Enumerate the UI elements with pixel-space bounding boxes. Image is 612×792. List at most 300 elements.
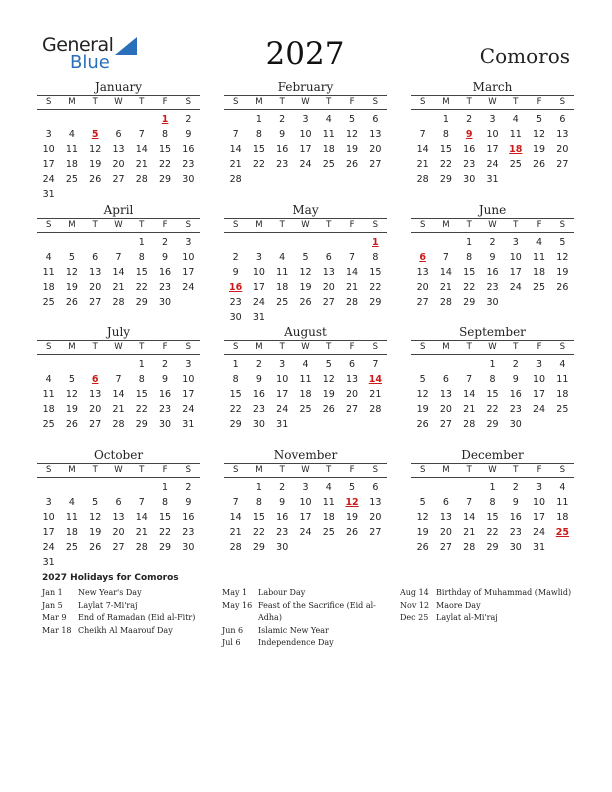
day-cell: 25: [509, 159, 522, 170]
day-cell: 7: [138, 497, 145, 508]
day-cell: 1: [255, 114, 262, 125]
weekday-label: T: [279, 97, 285, 107]
day-cell: 29: [486, 542, 499, 553]
day-cell: 20: [322, 282, 335, 293]
day-cell: 2: [162, 359, 169, 370]
day-cell: 7: [115, 252, 122, 263]
day-cell: 9: [185, 129, 192, 140]
weekday-label: W: [301, 97, 310, 107]
empty-cell: [271, 235, 294, 250]
day-cell: 25: [322, 159, 335, 170]
day-cell: 17: [42, 527, 55, 538]
day-cell: 28: [369, 404, 382, 415]
empty-cell: [37, 357, 60, 372]
holiday-day-cell: 12: [345, 497, 359, 508]
day-cell: 28: [112, 297, 125, 308]
day-cell: 24: [486, 159, 499, 170]
weekday-label: F: [536, 465, 542, 475]
empty-cell: [411, 480, 434, 495]
weekday-label: T: [139, 220, 145, 230]
weekday-header-row: [224, 218, 387, 233]
day-cell: 25: [65, 174, 78, 185]
day-cell: 27: [369, 159, 382, 170]
day-cell: 2: [279, 482, 286, 493]
day-cell: 10: [486, 129, 499, 140]
holiday-date: Jan 1: [42, 588, 63, 597]
day-cell: 22: [486, 527, 499, 538]
day-cell: 24: [182, 282, 195, 293]
day-cell: 9: [512, 374, 519, 385]
weekday-label: W: [488, 97, 497, 107]
day-cell: 6: [115, 497, 122, 508]
day-cell: 25: [276, 297, 289, 308]
day-cell: 19: [322, 389, 335, 400]
weekday-label: F: [349, 465, 355, 475]
weekday-label: T: [326, 220, 332, 230]
day-cell: 14: [112, 389, 125, 400]
holiday-entry: [222, 637, 382, 650]
day-cell: 10: [182, 252, 195, 263]
weekday-label: F: [349, 220, 355, 230]
empty-cell: [84, 480, 107, 495]
weekday-label: W: [488, 342, 497, 352]
day-cell: 17: [42, 159, 55, 170]
day-cell: 2: [162, 237, 169, 248]
day-cell: 18: [65, 527, 78, 538]
day-cell: 8: [162, 129, 169, 140]
holiday-date: Jan 5: [42, 600, 63, 610]
day-cell: 26: [89, 174, 102, 185]
day-cell: 11: [65, 144, 78, 155]
day-cell: 25: [299, 404, 312, 415]
day-cell: 11: [65, 512, 78, 523]
day-cell: 12: [65, 267, 78, 278]
day-cell: 2: [512, 359, 519, 370]
logo-general-text: General: [42, 34, 114, 56]
day-cell: 3: [302, 482, 309, 493]
weekday-header-row: [224, 340, 387, 355]
weekday-label: F: [162, 465, 168, 475]
weekday-header-row: [411, 340, 574, 355]
day-cell: 16: [159, 389, 172, 400]
day-cell: 20: [89, 282, 102, 293]
day-cell: 12: [299, 267, 312, 278]
holiday-name: Laylat 7-Mi'raj: [78, 600, 138, 610]
day-cell: 23: [159, 282, 172, 293]
day-cell: 13: [322, 267, 335, 278]
empty-cell: [130, 480, 153, 495]
day-cell: 17: [509, 267, 522, 278]
weekday-label: S: [419, 97, 426, 107]
day-cell: 13: [416, 267, 429, 278]
day-cell: 26: [416, 542, 429, 553]
day-cell: 16: [509, 512, 522, 523]
weekday-label: T: [279, 220, 285, 230]
day-cell: 8: [372, 252, 379, 263]
day-cell: 24: [509, 282, 522, 293]
weekday-header-row: [37, 340, 200, 355]
day-cell: 26: [346, 527, 359, 538]
day-cell: 31: [486, 174, 499, 185]
day-cell: 21: [229, 159, 242, 170]
empty-cell: [458, 357, 481, 372]
day-cell: 17: [182, 389, 195, 400]
day-cell: 5: [349, 482, 356, 493]
day-grid: [411, 235, 574, 310]
holidays-title: 2027 Holidays for Comoros: [42, 573, 179, 583]
day-cell: 30: [509, 419, 522, 430]
day-cell: 2: [185, 114, 192, 125]
day-cell: 31: [533, 542, 546, 553]
weekday-label: M: [68, 97, 76, 107]
day-cell: 12: [89, 512, 102, 523]
empty-cell: [224, 112, 247, 127]
day-cell: 10: [509, 252, 522, 263]
day-cell: 7: [466, 497, 473, 508]
day-cell: 8: [466, 252, 473, 263]
holiday-name: Maore Day: [436, 600, 481, 610]
weekday-label: T: [326, 342, 332, 352]
day-cell: 27: [369, 527, 382, 538]
empty-cell: [340, 235, 363, 250]
day-cell: 10: [42, 512, 55, 523]
day-cell: 1: [442, 114, 449, 125]
empty-cell: [434, 480, 457, 495]
day-cell: 6: [325, 252, 332, 263]
day-cell: 5: [419, 374, 426, 385]
day-cell: 2: [466, 114, 473, 125]
day-cell: 8: [138, 374, 145, 385]
day-cell: 18: [556, 512, 569, 523]
holiday-name: Islamic New Year: [258, 625, 329, 635]
weekday-label: W: [301, 465, 310, 475]
weekday-label: S: [559, 220, 566, 230]
day-cell: 29: [252, 542, 265, 553]
day-cell: 5: [349, 114, 356, 125]
day-cell: 3: [489, 114, 496, 125]
day-cell: 1: [138, 237, 145, 248]
country-name: Comoros: [479, 44, 570, 68]
day-cell: 27: [322, 297, 335, 308]
day-cell: 6: [92, 252, 99, 263]
day-cell: 15: [159, 512, 172, 523]
day-cell: 28: [416, 174, 429, 185]
day-cell: 6: [372, 482, 379, 493]
day-cell: 10: [252, 267, 265, 278]
page-title-year: 2027: [265, 36, 345, 72]
day-cell: 21: [439, 282, 452, 293]
weekday-label: T: [279, 342, 285, 352]
day-cell: 23: [509, 527, 522, 538]
day-cell: 28: [229, 542, 242, 553]
weekday-label: T: [513, 342, 519, 352]
day-cell: 28: [135, 542, 148, 553]
holiday-day-cell: 6: [91, 374, 99, 385]
day-cell: 2: [185, 482, 192, 493]
day-cell: 23: [276, 159, 289, 170]
day-cell: 21: [112, 404, 125, 415]
day-cell: 13: [89, 389, 102, 400]
day-cell: 27: [416, 297, 429, 308]
day-cell: 17: [252, 282, 265, 293]
day-cell: 23: [229, 297, 242, 308]
day-cell: 5: [559, 237, 566, 248]
holiday-day-cell: 25: [555, 527, 569, 538]
holiday-day-cell: 1: [161, 114, 169, 125]
day-cell: 30: [252, 419, 265, 430]
holiday-day-cell: 14: [368, 374, 382, 385]
day-cell: 16: [252, 389, 265, 400]
day-cell: 8: [489, 497, 496, 508]
holiday-entry: [400, 600, 575, 613]
day-cell: 23: [509, 404, 522, 415]
holiday-day-cell: 16: [229, 282, 243, 293]
month-name: September: [459, 325, 526, 339]
holiday-column: [222, 587, 382, 650]
day-cell: 10: [299, 129, 312, 140]
day-cell: 29: [159, 174, 172, 185]
weekday-header-row: [411, 218, 574, 233]
month-name: October: [93, 448, 144, 462]
day-cell: 11: [322, 497, 335, 508]
day-cell: 20: [369, 144, 382, 155]
day-cell: 21: [112, 282, 125, 293]
weekday-header-row: [411, 95, 574, 110]
day-cell: 3: [255, 252, 262, 263]
day-cell: 6: [559, 114, 566, 125]
day-cell: 9: [232, 267, 239, 278]
empty-cell: [224, 480, 247, 495]
day-cell: 9: [512, 497, 519, 508]
day-cell: 5: [302, 252, 309, 263]
weekday-label: S: [372, 465, 379, 475]
day-cell: 21: [463, 527, 476, 538]
day-cell: 25: [533, 282, 546, 293]
day-cell: 15: [252, 144, 265, 155]
weekday-label: T: [466, 342, 472, 352]
month-name: February: [277, 80, 334, 94]
day-cell: 4: [302, 359, 309, 370]
day-cell: 31: [182, 419, 195, 430]
holiday-entry: [42, 587, 202, 600]
empty-cell: [434, 357, 457, 372]
weekday-label: M: [442, 220, 450, 230]
day-cell: 22: [135, 404, 148, 415]
day-cell: 24: [252, 297, 265, 308]
day-cell: 19: [416, 404, 429, 415]
weekday-label: S: [185, 220, 192, 230]
empty-cell: [458, 480, 481, 495]
day-cell: 11: [276, 267, 289, 278]
weekday-label: W: [301, 220, 310, 230]
day-cell: 22: [135, 282, 148, 293]
day-cell: 25: [65, 542, 78, 553]
day-cell: 23: [182, 527, 195, 538]
weekday-label: S: [419, 342, 426, 352]
day-cell: 12: [346, 129, 359, 140]
weekday-header-row: [411, 463, 574, 478]
day-cell: 4: [325, 114, 332, 125]
holiday-name: Birthday of Muhammad (Mawlid): [436, 588, 572, 597]
day-cell: 12: [416, 512, 429, 523]
day-cell: 10: [182, 374, 195, 385]
day-cell: 7: [115, 374, 122, 385]
day-cell: 3: [185, 237, 192, 248]
weekday-label: T: [139, 465, 145, 475]
empty-cell: [411, 112, 434, 127]
day-cell: 31: [276, 419, 289, 430]
day-cell: 11: [299, 374, 312, 385]
day-cell: 14: [112, 267, 125, 278]
weekday-label: T: [326, 465, 332, 475]
day-cell: 23: [182, 159, 195, 170]
day-cell: 1: [162, 482, 169, 493]
day-cell: 13: [346, 374, 359, 385]
day-cell: 27: [89, 419, 102, 430]
weekday-label: S: [419, 220, 426, 230]
day-cell: 2: [232, 252, 239, 263]
day-cell: 1: [466, 237, 473, 248]
holiday-entry: [400, 612, 575, 625]
weekday-header-row: [37, 463, 200, 478]
day-cell: 24: [533, 527, 546, 538]
weekday-label: S: [45, 97, 52, 107]
holiday-date: Nov 12: [400, 600, 430, 610]
day-cell: 11: [322, 129, 335, 140]
day-cell: 15: [486, 512, 499, 523]
weekday-label: S: [185, 342, 192, 352]
day-cell: 20: [369, 512, 382, 523]
day-cell: 28: [463, 419, 476, 430]
day-cell: 27: [556, 159, 569, 170]
day-cell: 19: [533, 144, 546, 155]
day-cell: 24: [42, 174, 55, 185]
month-name: December: [461, 448, 524, 462]
day-cell: 15: [369, 267, 382, 278]
day-cell: 31: [42, 189, 55, 200]
month-november: [224, 447, 387, 555]
day-cell: 26: [65, 297, 78, 308]
empty-cell: [107, 112, 130, 127]
day-cell: 22: [439, 159, 452, 170]
day-cell: 5: [92, 497, 99, 508]
month-february: [224, 79, 387, 187]
empty-cell: [224, 235, 247, 250]
day-cell: 22: [463, 282, 476, 293]
weekday-label: F: [536, 220, 542, 230]
day-cell: 26: [322, 404, 335, 415]
day-cell: 19: [65, 404, 78, 415]
weekday-label: W: [114, 465, 123, 475]
day-cell: 12: [65, 389, 78, 400]
day-cell: 3: [45, 129, 52, 140]
day-cell: 17: [533, 512, 546, 523]
month-january: [37, 79, 200, 202]
day-cell: 1: [255, 482, 262, 493]
month-may: [224, 202, 387, 325]
holiday-name: Laylat al-Mi'raj: [436, 613, 498, 622]
day-cell: 25: [42, 419, 55, 430]
day-cell: 29: [135, 419, 148, 430]
holiday-date: May 16: [222, 600, 253, 610]
day-cell: 16: [463, 144, 476, 155]
weekday-label: W: [114, 342, 123, 352]
month-name: June: [478, 203, 507, 217]
day-cell: 1: [489, 359, 496, 370]
day-cell: 27: [439, 419, 452, 430]
weekday-label: S: [372, 220, 379, 230]
day-cell: 24: [182, 404, 195, 415]
day-cell: 5: [325, 359, 332, 370]
day-cell: 9: [162, 374, 169, 385]
day-cell: 21: [135, 159, 148, 170]
empty-cell: [84, 112, 107, 127]
day-cell: 10: [299, 497, 312, 508]
empty-cell: [294, 235, 317, 250]
day-cell: 17: [182, 267, 195, 278]
day-cell: 15: [463, 267, 476, 278]
day-grid: [411, 357, 574, 432]
day-cell: 16: [159, 267, 172, 278]
day-cell: 3: [279, 359, 286, 370]
day-cell: 11: [556, 497, 569, 508]
day-cell: 7: [466, 374, 473, 385]
day-cell: 6: [349, 359, 356, 370]
weekday-label: S: [45, 465, 52, 475]
day-cell: 12: [533, 129, 546, 140]
weekday-label: T: [513, 220, 519, 230]
day-cell: 30: [509, 542, 522, 553]
day-cell: 15: [252, 512, 265, 523]
month-name: August: [284, 325, 327, 339]
day-cell: 4: [45, 252, 52, 263]
weekday-label: M: [68, 220, 76, 230]
day-cell: 18: [42, 282, 55, 293]
weekday-label: F: [536, 342, 542, 352]
day-cell: 22: [252, 527, 265, 538]
month-name: November: [273, 448, 338, 462]
holiday-name: Independence Day: [258, 638, 334, 647]
day-cell: 16: [276, 144, 289, 155]
day-cell: 3: [185, 359, 192, 370]
day-cell: 14: [346, 267, 359, 278]
logo: [42, 34, 152, 74]
weekday-label: S: [232, 97, 239, 107]
weekday-label: F: [349, 342, 355, 352]
month-september: [411, 324, 574, 432]
day-cell: 14: [463, 512, 476, 523]
day-cell: 13: [369, 129, 382, 140]
day-cell: 8: [232, 374, 239, 385]
empty-cell: [60, 112, 83, 127]
empty-cell: [60, 480, 83, 495]
day-cell: 27: [439, 542, 452, 553]
holiday-entry: [222, 587, 382, 600]
day-cell: 11: [509, 129, 522, 140]
weekday-label: M: [442, 97, 450, 107]
day-cell: 17: [299, 512, 312, 523]
month-december: [411, 447, 574, 555]
day-cell: 4: [68, 129, 75, 140]
day-cell: 21: [463, 404, 476, 415]
empty-cell: [107, 235, 130, 250]
day-cell: 14: [463, 389, 476, 400]
day-cell: 26: [533, 159, 546, 170]
day-cell: 8: [255, 497, 262, 508]
day-cell: 30: [276, 542, 289, 553]
day-cell: 25: [556, 404, 569, 415]
day-grid: [37, 480, 200, 570]
